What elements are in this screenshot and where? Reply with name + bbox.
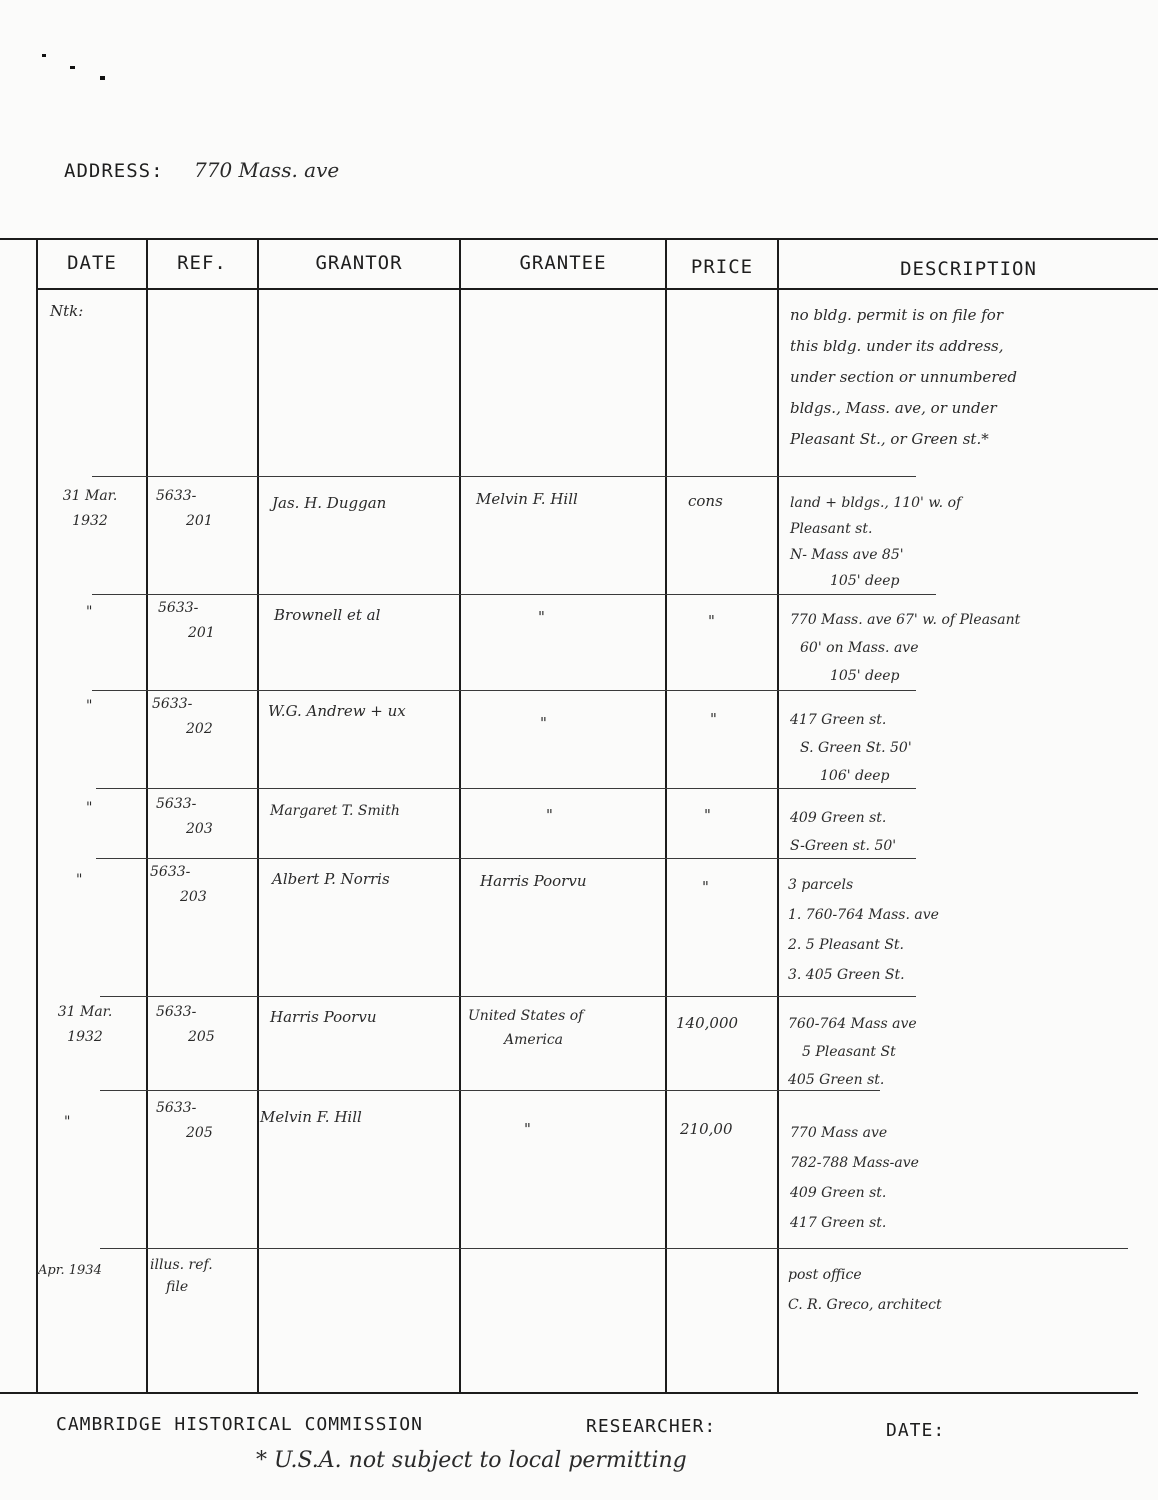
row-date: Ntk: xyxy=(50,302,84,320)
researcher-label: RESEARCHER: xyxy=(586,1416,717,1437)
row-ref: 5633- 201 xyxy=(158,600,215,641)
col-header-price: PRICE xyxy=(690,256,754,278)
address-value: 770 Mass. ave xyxy=(194,158,340,182)
row-grantee: " xyxy=(524,1120,531,1138)
row-date: 31 Mar. 1932 xyxy=(57,1004,113,1045)
row-grantee: " xyxy=(540,714,547,732)
row-separator xyxy=(100,1248,1128,1249)
scan-speck xyxy=(100,76,105,80)
row-grantee: Melvin F. Hill xyxy=(476,490,578,508)
row-grantor: Albert P. Norris xyxy=(272,870,390,888)
col-header-grantor: GRANTOR xyxy=(315,252,403,274)
col-divider xyxy=(459,238,461,1394)
row-price: 210,00 xyxy=(680,1120,733,1138)
row-grantee: United States of America xyxy=(468,1008,584,1048)
scan-speck xyxy=(70,66,75,69)
row-price: " xyxy=(704,806,711,824)
row-description: post office C. R. Greco, architect xyxy=(788,1267,942,1313)
row-ref: 5633- 203 xyxy=(150,864,207,905)
col-divider xyxy=(146,238,148,1394)
row-separator xyxy=(100,996,916,997)
row-separator xyxy=(92,476,916,477)
table-bottom-rule xyxy=(0,1392,1138,1394)
row-price: " xyxy=(702,878,709,896)
row-price: cons xyxy=(688,492,723,510)
col-header-date: DATE xyxy=(67,252,117,274)
row-price: 140,000 xyxy=(676,1014,739,1032)
commission-name: CAMBRIDGE HISTORICAL COMMISSION xyxy=(56,1414,423,1435)
row-ref: illus. ref. file xyxy=(150,1257,213,1295)
row-price: " xyxy=(710,710,717,728)
row-grantor: W.G. Andrew + ux xyxy=(268,702,406,720)
row-description: land + bldgs., 110' w. of Pleasant st. N- Mass ave 85' 105' deep xyxy=(790,495,962,589)
row-grantor: Margaret T. Smith xyxy=(270,803,400,819)
row-description: 3 parcels 1. 760-764 Mass. ave 2. 5 Pleasant St. 3. 405 Green St. xyxy=(788,877,939,983)
row-date: " xyxy=(86,604,93,620)
row-grantor: Brownell et al xyxy=(274,606,381,624)
row-ref: 5633- 201 xyxy=(156,488,213,529)
address-label: ADDRESS: xyxy=(64,160,164,182)
row-grantor: Jas. H. Duggan xyxy=(272,494,387,512)
scan-speck xyxy=(42,54,46,57)
row-description: 409 Green st. S-Green st. 50' xyxy=(790,810,897,854)
row-description: 770 Mass ave 782-788 Mass-ave 409 Green st. 417 Green st. xyxy=(790,1125,919,1231)
col-header-grantee: GRANTEE xyxy=(519,252,607,274)
row-ref: 5633- 205 xyxy=(156,1004,215,1045)
col-divider xyxy=(665,238,667,1394)
row-description: no bldg. permit is on file for this bldg. under its address, under section or unnumbered bldgs., Mass. ave, or under Pleasant St., or Green st.* xyxy=(790,306,1017,448)
row-date: " xyxy=(86,698,93,714)
row-description: 760-764 Mass ave 5 Pleasant St 405 Green st. xyxy=(788,1016,917,1088)
row-separator xyxy=(100,1090,880,1091)
row-grantee: Harris Poorvu xyxy=(480,872,587,890)
row-grantee: " xyxy=(538,608,545,626)
date-label: DATE: xyxy=(886,1420,946,1441)
row-date: " xyxy=(64,1114,71,1130)
row-date: " xyxy=(76,872,83,888)
row-date: Apr. 1934 xyxy=(38,1263,102,1278)
row-grantee: " xyxy=(546,806,553,824)
row-ref: 5633- 202 xyxy=(152,696,213,737)
col-divider xyxy=(257,238,259,1394)
row-ref: 5633- 205 xyxy=(156,1100,213,1141)
col-divider xyxy=(777,238,779,1394)
row-separator xyxy=(92,594,936,595)
table-header-rule xyxy=(38,288,1158,290)
table-top-rule xyxy=(0,238,1158,240)
col-header-ref: REF. xyxy=(177,252,227,274)
row-description: 417 Green st. S. Green St. 50' 106' deep xyxy=(790,712,912,784)
row-date: 31 Mar. 1932 xyxy=(62,488,118,529)
row-grantor: Melvin F. Hill xyxy=(260,1108,362,1126)
row-date: " xyxy=(86,800,93,816)
row-ref: 5633- 203 xyxy=(156,796,213,837)
col-divider xyxy=(36,238,38,1394)
row-description: 770 Mass. ave 67' w. of Pleasant 60' on Mass. ave 105' deep xyxy=(790,612,1021,684)
row-price: " xyxy=(708,612,715,630)
col-header-description: DESCRIPTION xyxy=(900,258,1037,280)
row-grantor: Harris Poorvu xyxy=(270,1008,377,1026)
row-separator xyxy=(92,690,916,691)
footnote: * U.S.A. not subject to local permitting xyxy=(256,1448,687,1473)
